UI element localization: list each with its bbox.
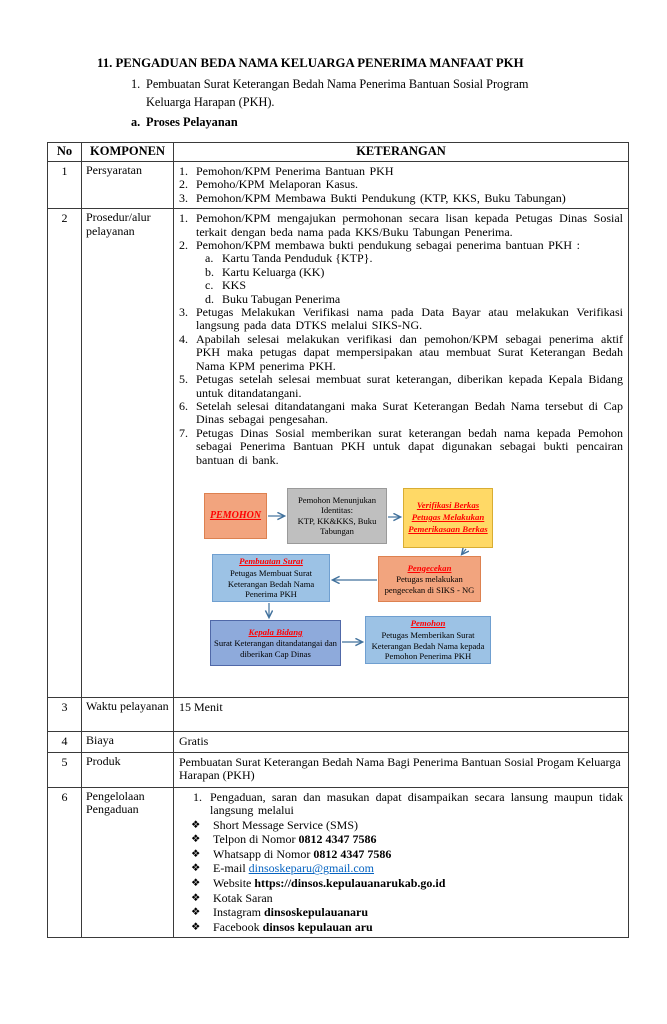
diamond-bullet-icon: ❖: [191, 862, 201, 875]
sub-item-letter: b.: [205, 264, 214, 279]
section-heading: [131, 114, 628, 131]
item-text: Pemoho/KPM Melaporan Kasus.: [196, 177, 358, 192]
item-text: Petugas Dinas Sosial memberikan surat keterangan bedah nama kepada Pemohon sebagai Penerima Bantuan PKH untuk dapat digunakan sebagai bukti pencairan bantuan di bank.: [196, 425, 623, 467]
table-row-waktu: [48, 698, 629, 732]
contact-value: https://dinsos.kepulauanarukab.go.id: [254, 876, 446, 890]
row4-komponen: Biaya: [82, 732, 174, 752]
item-number: 3.: [179, 190, 188, 205]
row4-value: Gratis: [174, 732, 629, 752]
pengaduan-intro: [193, 791, 623, 818]
item-text: Petugas Melakukan Verifikasi nama pada Data Bayar atau melakukan Verifikasi langsung pada data DTKS melalui SIKS-NG.: [196, 305, 623, 333]
sub-list: [205, 252, 623, 306]
contact-label: Facebook: [213, 919, 263, 934]
table-row-biaya: [48, 732, 629, 752]
item-text: Setelah selesai ditandatangani maka Surat Keterangan Bedah Nama tersebut di Cap Dinas sebagai pengesahan.: [196, 398, 623, 427]
item-number: 4.: [179, 331, 188, 346]
flow-box-text: KTP, KK&KKS, Buku Tabungan: [297, 515, 377, 537]
contact-item-website: [191, 877, 623, 890]
flow-box-pengecekan: [378, 556, 481, 602]
list-item: [179, 333, 623, 373]
flow-box-title: Pengecekan: [407, 562, 452, 573]
sub-item-letter: a.: [205, 251, 214, 266]
row5-komponen: Produk: [82, 752, 174, 787]
sub-item-letter: c.: [205, 278, 214, 293]
diamond-bullet-icon: ❖: [191, 847, 201, 860]
contact-label: E-mail: [213, 861, 249, 876]
sub-list-item: [205, 252, 623, 265]
item-text: Pengaduan, saran dan masukan dapat disampaikan secara lansung maupun tidak langsung melalui: [210, 789, 623, 818]
flow-box-pembuatan-surat: [212, 554, 330, 602]
flow-box-verifikasi: [403, 488, 493, 548]
flow-box-text: Petugas melakukan pengecekan di SIKS - NG: [384, 574, 475, 595]
contact-label: Telpon di Nomor: [213, 832, 299, 847]
sub-list-item: [205, 293, 623, 306]
item-text: Petugas setelah selesai membuat surat keterangan, diberikan kepada Kepala Bidang untuk ditandatangani.: [196, 372, 623, 400]
row2-komponen: Prosedur/alur pelayanan: [82, 209, 174, 698]
contact-item-facebook: [191, 921, 623, 934]
row1-no: 1: [48, 162, 82, 209]
diamond-bullet-icon: ❖: [191, 920, 201, 933]
list-item: [179, 239, 623, 252]
list-item: [179, 165, 623, 178]
flow-box-title: Pembuatan Surat: [239, 556, 303, 567]
contact-item-whatsapp: [191, 848, 623, 861]
sub-list-item: [205, 279, 623, 292]
diamond-bullet-icon: ❖: [191, 906, 201, 919]
header-keterangan: KETERANGAN: [174, 143, 629, 162]
flow-box-title: Pemohon: [410, 618, 446, 629]
item-number: 1.: [193, 789, 202, 804]
item-number: 1.: [179, 164, 188, 178]
diamond-bullet-icon: ❖: [191, 818, 201, 831]
item-number: 5.: [179, 372, 188, 387]
contact-value: 0812 4347 7586: [313, 846, 392, 861]
intro-list-item: [131, 76, 628, 111]
sub-item-letter: d.: [205, 291, 214, 306]
table-row-persyaratan: [48, 162, 629, 209]
row5-value: Pembuatan Surat Keterangan Bedah Nama Bagi Penerima Bantuan Sosial Progam Keluarga Harapan (PKH): [174, 752, 629, 787]
row1-komponen: Persyaratan: [82, 162, 174, 209]
row1-keterangan: [174, 162, 629, 209]
item-text: Pemohon/KPM Membawa Bukti Pendukung (KTP, KKS, Buku Tabungan): [196, 190, 566, 205]
row3-komponen: Waktu pelayanan: [82, 698, 174, 732]
section-letter: a.: [131, 115, 141, 129]
flow-box-identitas: [287, 488, 387, 544]
list-item: [179, 192, 623, 205]
flow-box-text: Petugas Memberikan Surat Keterangan Bedah Nama kepada Pemohon Penerima PKH: [371, 630, 485, 662]
item-number: 7.: [179, 425, 188, 440]
list-item: [179, 373, 623, 400]
flow-box-text: Surat Keterangan ditandatangai dan diberikan Cap Dinas: [214, 638, 337, 659]
sub-item-text: KKS: [222, 278, 247, 293]
flow-box-title: PEMOHON: [209, 510, 262, 522]
row5-no: 5: [48, 752, 82, 787]
row3-no: 3: [48, 698, 82, 732]
sub-item-text: Kartu Keluarga (KK): [222, 264, 325, 279]
sub-list-item: [205, 266, 623, 279]
row6-no: 6: [48, 787, 82, 938]
row3-value: 15 Menit: [174, 698, 629, 732]
document-content: [47, 56, 628, 938]
flow-box-title: Verifikasi Berkas Petugas Melakukan Pemerikasaan Berkas: [408, 500, 488, 534]
contact-item-sms: [191, 819, 623, 832]
intro-item-number: 1.: [131, 77, 141, 91]
item-number: 1.: [179, 211, 188, 226]
contact-label: Short Message Service (SMS): [213, 817, 358, 832]
contact-item-telpon: [191, 833, 623, 846]
diamond-bullet-icon: ❖: [191, 833, 201, 846]
item-number: 2.: [179, 177, 188, 192]
sub-item-text: Buku Tabugan Penerima: [222, 291, 341, 306]
item-number: 2.: [179, 238, 188, 253]
contact-value: 0812 4347 7586: [298, 832, 377, 847]
contact-value: dinsoskepulauanaru: [263, 905, 369, 920]
service-table: [47, 142, 629, 938]
section-title: Proses Pelayanan: [146, 115, 238, 129]
list-item: [179, 306, 623, 333]
email-link[interactable]: dinsoskeparu@gmail.com: [248, 861, 375, 876]
list-item: [179, 178, 623, 191]
header-no: No: [48, 143, 82, 162]
table-row-pengaduan: [48, 787, 629, 938]
table-row-prosedur: [48, 209, 629, 698]
flow-box-text: Petugas Membuat Surat Keterangan Bedah Nama Penerima PKH: [227, 568, 315, 600]
contact-label: Instagram: [213, 905, 264, 920]
page-title: 11. PENGADUAN BEDA NAMA KELUARGA PENERIMA MANFAAT PKH: [97, 56, 524, 70]
contact-item-instagram: [191, 906, 623, 919]
list-item: [179, 212, 623, 239]
intro-item-text: Pembuatan Surat Keterangan Bedah Nama Penerima Bantuan Sosial Program Keluarga Harapan (PKH).: [146, 77, 529, 109]
header-komponen: KOMPONEN: [82, 143, 174, 162]
list-item: [179, 427, 623, 467]
sub-item-text: Kartu Tanda Penduduk {KTP}.: [222, 251, 373, 266]
contact-label: Website: [213, 876, 255, 890]
contact-label: Kotak Saran: [213, 890, 273, 905]
row4-no: 4: [48, 732, 82, 752]
item-text: Pemohon/KPM membawa bukti pendukung sebagai penerima bantuan PKH :: [196, 238, 580, 253]
row6-keterangan: [174, 787, 629, 938]
item-text: Apabilah selesai melakukan verifikasi dan pemohon/KPM sebagai penerima aktif PKH maka petugas dapat mempersipakan atau membuat Surat Keterangan Bedah Nama KPM penerima PKH.: [196, 331, 623, 373]
flow-box-pemohon-akhir: [365, 616, 491, 664]
item-text: Pemohon/KPM mengajukan permohonan secara lisan kepada Petugas Dinas Sosial terkait dengan beda nama pada KKS/Buku Tabungan Penerima.: [196, 211, 623, 239]
flow-box-kepala-bidang: [210, 620, 341, 666]
contact-item-email: [191, 862, 623, 875]
item-number: 6.: [179, 398, 188, 413]
diamond-bullet-icon: ❖: [191, 877, 201, 889]
table-header-row: [48, 143, 629, 162]
service-flowchart: [179, 479, 624, 675]
row6-komponen: Pengelolaan Pengaduan: [82, 787, 174, 938]
contact-item-kotak-saran: [191, 892, 623, 905]
row2-no: 2: [48, 209, 82, 698]
item-text: Pemohon/KPM Penerima Bantuan PKH: [196, 164, 394, 178]
contact-value: dinsos kepulauan aru: [262, 919, 373, 934]
flow-box-title: Kepala Bidang: [248, 626, 303, 637]
row2-keterangan: [174, 209, 629, 698]
contact-label: Whatsapp di Nomor: [213, 846, 314, 861]
list-item: [179, 400, 623, 427]
table-row-produk: [48, 752, 629, 787]
item-number: 3.: [179, 305, 188, 320]
diamond-bullet-icon: ❖: [191, 891, 201, 904]
flow-box-pemohon: [204, 493, 267, 539]
flow-box-text: Pemohon Menunjukan Identitas:: [297, 494, 377, 516]
